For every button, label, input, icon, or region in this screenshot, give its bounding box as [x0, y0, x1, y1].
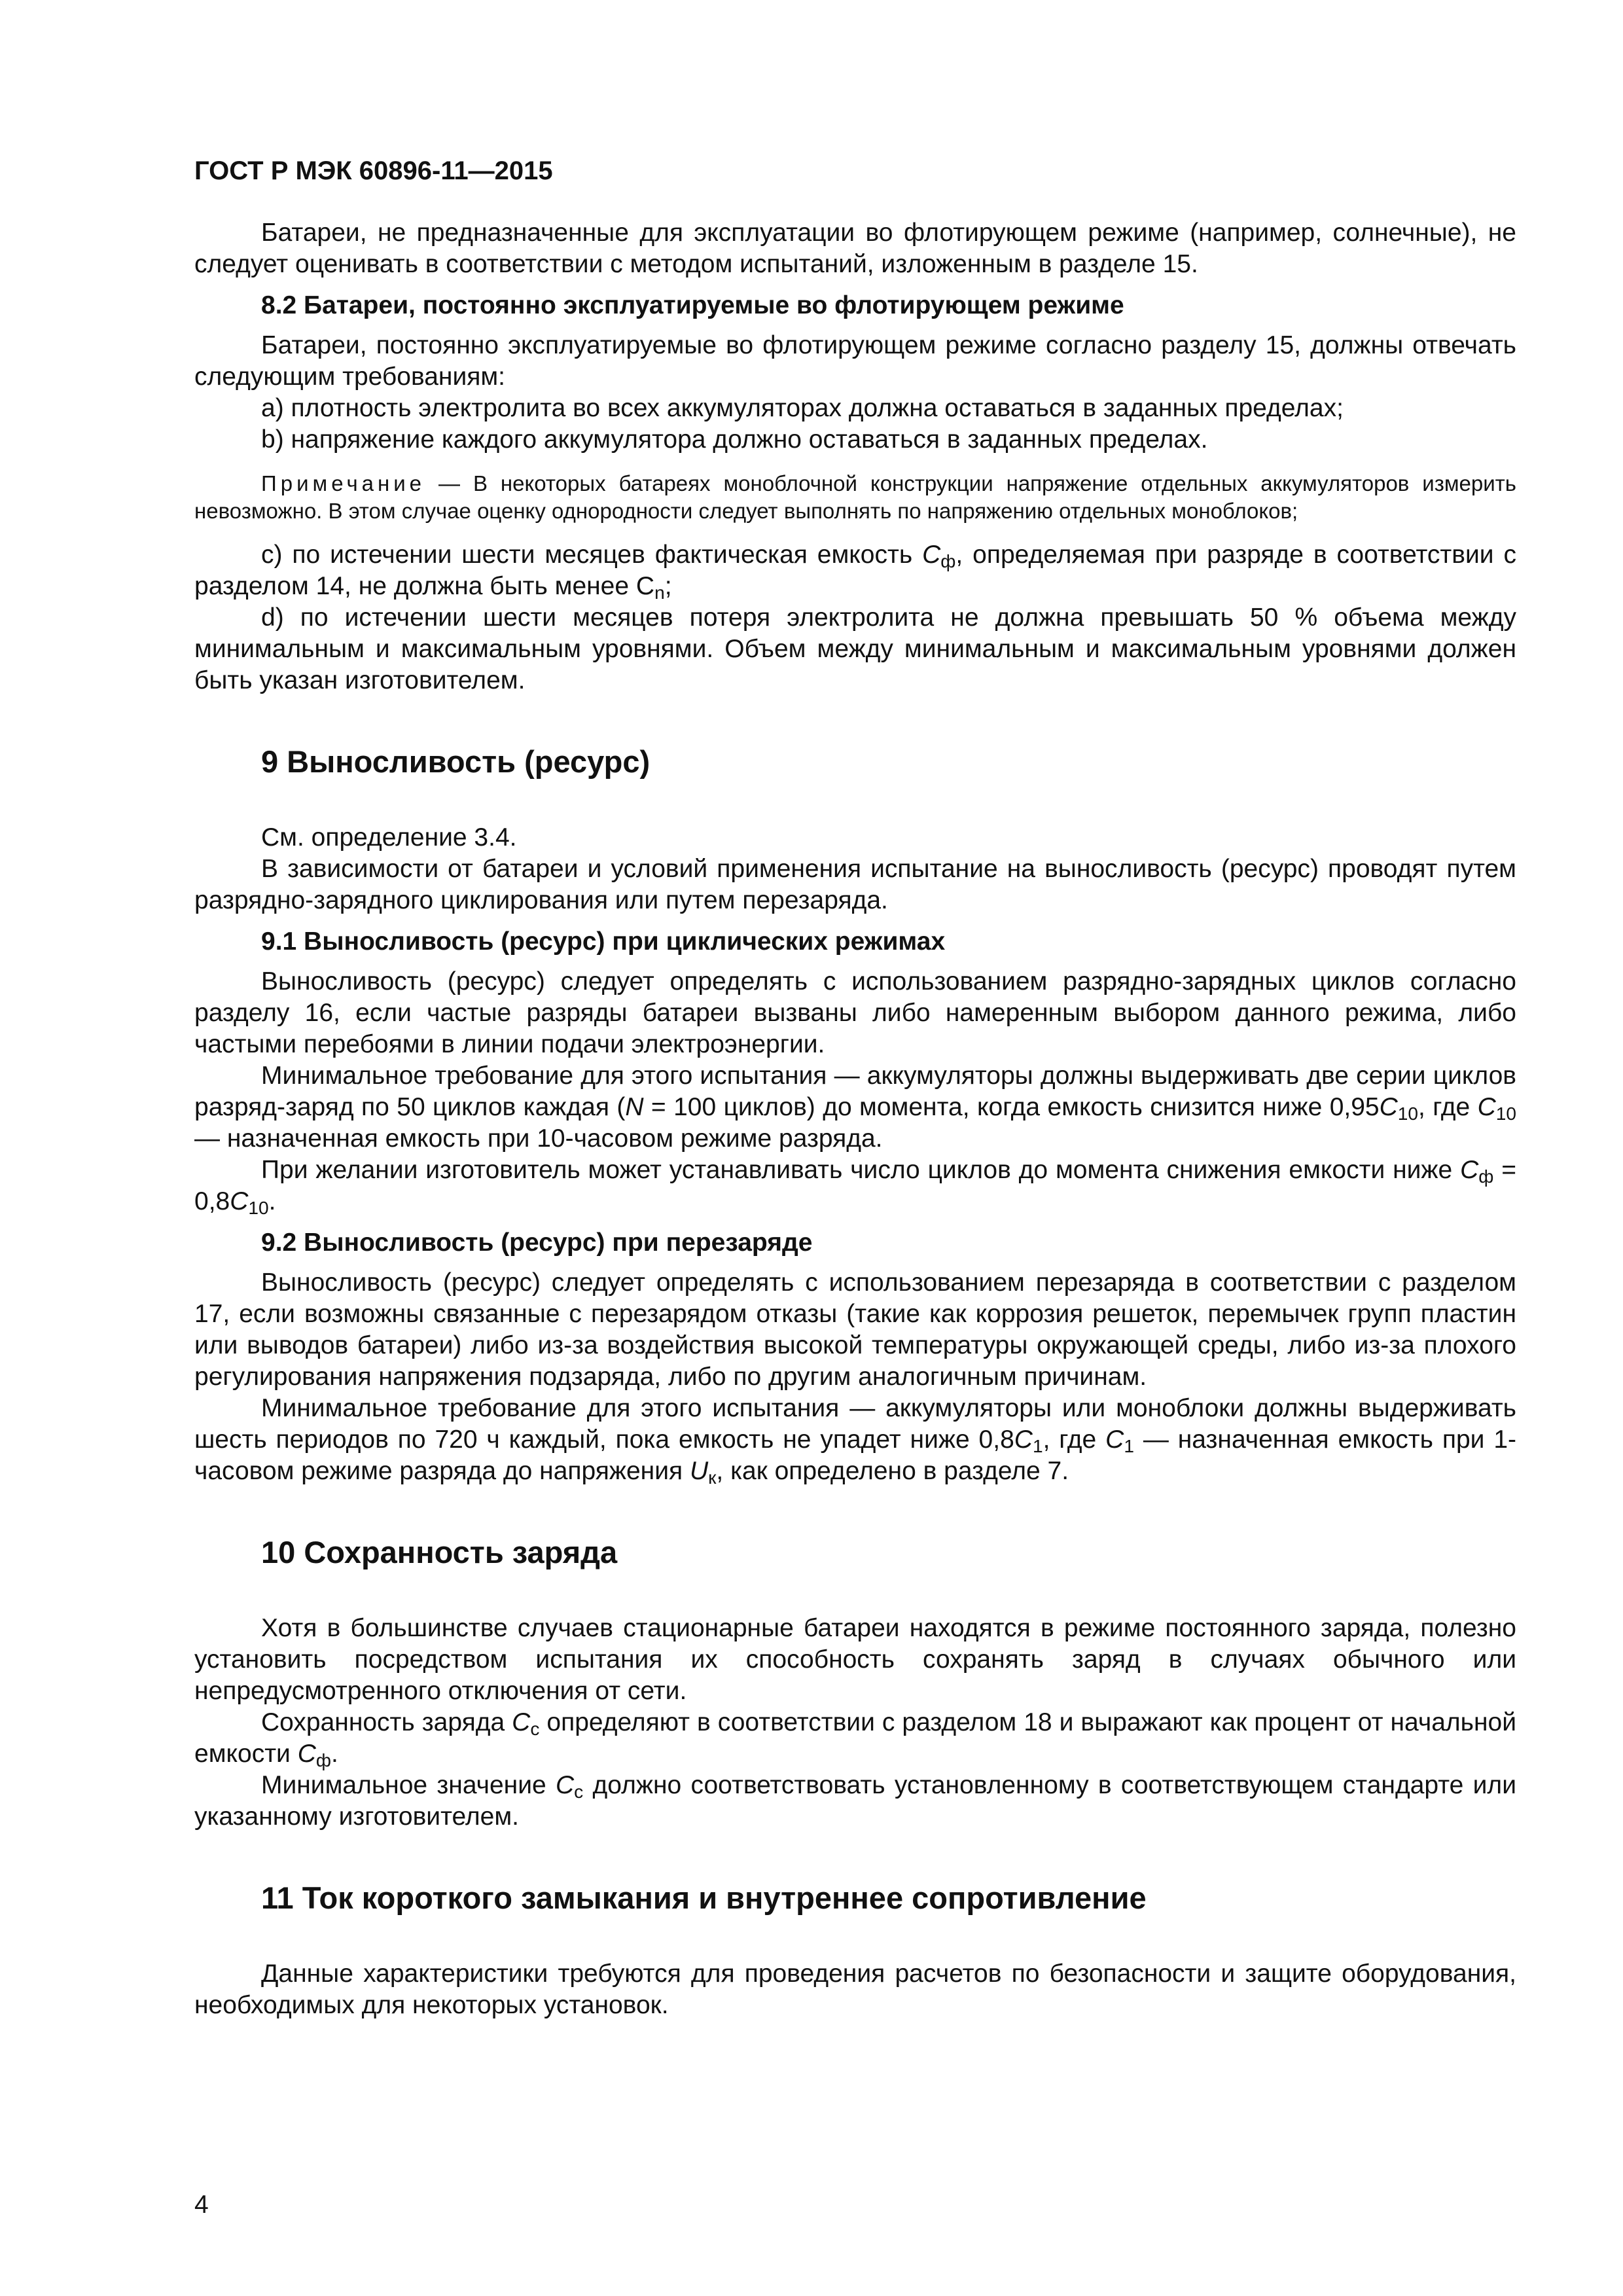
intro-paragraph: Батареи, не предназначенные для эксплуатации во флотирующем режиме (например, солнечные), не следует оценивать в соответствии с методом испытаний, изложенным в разделе 15.: [194, 219, 1516, 278]
subsection-8-2-heading: 8.2 Батареи, постоянно эксплуатируемые во флотирующем режиме: [261, 291, 1124, 319]
section-10-heading: 10 Сохранность заряда: [261, 1535, 618, 1570]
note-text: — В некоторых батареях моноблочной конструкции напряжение отдельных аккумуляторов измерить невозможно. В этом случае оценку однородности следует выполнять по напряжению отдельных моноблоков;: [194, 471, 1516, 523]
paragraph-10-2: Сохранность заряда $C_с$ определяют в соответствии с разделом 18 и выражают как процент от начальной емкости $C_ф$.: [194, 1708, 1516, 1771]
paragraph-8-2: Батареи, постоянно эксплуатируемые во флотирующем режиме согласно разделу 15, должны отвечать следующим требованиям:: [194, 331, 1516, 391]
page-number: 4: [194, 2191, 209, 2219]
note-label: Примечание: [261, 471, 426, 495]
section-9-heading: 9 Выносливость (ресурс): [261, 744, 651, 779]
paragraph-9-1-c: При желании изготовитель может устанавливать число циклов до момента снижения емкости ниже $C_ф = 0,8C_{10}$.: [194, 1156, 1516, 1219]
page-content: [194, 154, 1516, 2021]
paragraph-9-1-a: Выносливость (ресурс) следует определять с использованием разрядно-зарядных циклов согласно разделу 16, если частые разряды батареи вызваны либо намеренным выбором данного режима, либо частыми перебоями в линии подачи электроэнергии.: [194, 967, 1516, 1058]
note: [194, 470, 1516, 525]
paragraph-9-1: См. определение 3.4.: [261, 823, 517, 852]
section-11-heading: 11 Ток короткого замыкания и внутреннее сопротивление: [261, 1880, 1147, 1915]
paragraph-9-2-a: Выносливость (ресурс) следует определять с использованием перезаряда в соответствии с разделом 17, если возможны связанные с перезарядом отказы (такие как коррозия решеток, перемычек групп пластин или выводов батареи) либо из-за воздействия высокой температуры окружающей среды, либо из-за плохого регулирования напряжения подзаряда, либо по другим аналогичным причинам.: [194, 1268, 1516, 1391]
paragraph-10-1: Хотя в большинстве случаев стационарные батареи находятся в режиме постоянного заряда, полезно установить посредством испытания их способность сохранять заряд в случаях обычного или непредусмотренного отключения от сети.: [194, 1614, 1516, 1705]
paragraph-9-2: В зависимости от батареи и условий применения испытание на выносливость (ресурс) проводят путем разрядно-зарядного циклирования или путем перезаряда.: [194, 855, 1516, 914]
list-item-a: a) плотность электролита во всех аккумуляторах должна оставаться в заданных пределах;: [261, 394, 1344, 422]
list-item-b: b) напряжение каждого аккумулятора должно оставаться в заданных пределах.: [261, 425, 1208, 454]
subsection-9-1-heading: 9.1 Выносливость (ресурс) при циклических режимах: [261, 927, 946, 956]
document-header: ГОСТ Р МЭК 60896-11—2015: [194, 156, 553, 185]
paragraph-11-1: Данные характеристики требуются для проведения расчетов по безопасности и защите оборудования, необходимых для некоторых установок.: [194, 1960, 1516, 2019]
paragraph-10-3: Минимальное значение $C_с$ должно соответствовать установленному в соответствующем стандарте или указанному изготовителем.: [194, 1771, 1516, 1831]
list-item-d: d) по истечении шести месяцев потеря электролита не должна превышать 50 % объема между минимальным и максимальным уровнями. Объем между минимальным и максимальным уровнями должен быть указан изготовителем.: [194, 603, 1516, 694]
paragraph-9-2-b: Минимальное требование для этого испытания — аккумуляторы или моноблоки должны выдерживать шесть периодов по 720 ч каждый, пока емкость не упадет ниже $0,8C_1$, где $C_1$ — назначенная емкость при 1-часовом режиме разряда до напряжения $U_к$, как определено в разделе 7.: [194, 1394, 1517, 1488]
list-item-c: c) по истечении шести месяцев фактическая емкость $C_ф$, определяемая при разряде в соответствии с разделом 14, не должна быть менее $C_n$;: [194, 541, 1516, 603]
subsection-9-2-heading: 9.2 Выносливость (ресурс) при перезаряде: [261, 1229, 813, 1257]
paragraph-9-1-b: Минимальное требование для этого испытания — аккумуляторы должны выдерживать две серии циклов разряд-заряд по 50 циклов каждая (N = 100 циклов) до момента, когда емкость снизится ниже $0,95C_{10}$, где $C_{10}$ — назначенная емкость при 10-часовом режиме разряда.: [194, 1062, 1516, 1153]
